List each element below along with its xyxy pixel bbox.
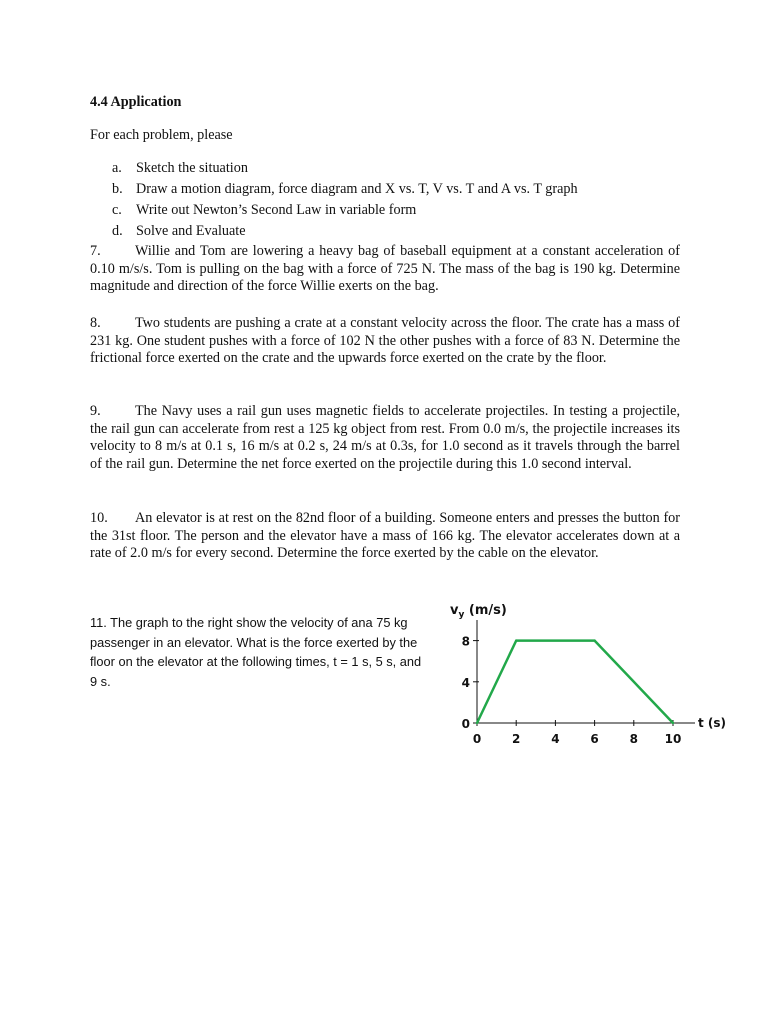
step-list [112,160,578,244]
problem-text: The Navy uses a rail gun uses magnetic fields to accelerate projectiles. In testing a projectile, the rail gun can accelerate from rest a 125 kg object from rest. From 0.0 m/s, the projectile increases its velocity to 8 m/s at 0.1 s, 16 m/s at 0.2 s, 24 m/s at 0.3s, for 1.0 second as it travels through the barrel of the rail gun. Determine the net force exerted on the projectile during this 1.0 second interval. [90,403,680,472]
problem-9 [90,403,680,473]
problem-7 [90,243,680,296]
y-tick-label: 4 [461,675,470,690]
x-tick-label: 4 [551,732,560,746]
data-point [515,639,517,641]
data-point [593,639,595,641]
intro-text: For each problem, please [90,127,233,143]
problem-10 [90,510,680,563]
x-tick-label: 2 [512,732,521,746]
problem-text: Two students are pushing a crate at a constant velocity across the floor. The crate has a mass of 231 kg. One student pushes with a force of 102 N the other pushes with a force of 83 N. Determine the frictional force exerted on the crate and the upwards force exerted on the crate by the floor. [90,315,680,367]
problem-11: 11. The graph to the right show the velocity of ana 75 kg passenger in an elevator. What is the force exerted by the floor on the elevator at the following times, t = 1 s, 5 s, and 9 s. [90,615,422,689]
problem-8 [90,315,680,368]
problem-number: 7. [90,243,101,259]
section-title: 4.4 Application [90,94,182,110]
step-text: Solve and Evaluate [136,223,246,239]
step-text: Sketch the situation [136,160,248,176]
y-axis-label: $v_y$ (m/s) [450,603,507,620]
problem-number: 10. [90,510,108,526]
step-item [112,181,578,202]
x-tick-label: 6 [590,732,599,746]
step-letter: d. [112,223,123,239]
problem-number: 9. [90,403,101,419]
x-tick-label: 0 [472,732,482,746]
step-letter: c. [112,202,122,218]
x-tick-label: 10 [664,732,682,746]
data-point [672,722,674,724]
problem-text: Willie and Tom are lowering a heavy bag of baseball equipment at a constant acceleration of 0.10 m/s/s. Tom is pulling on the bag with a force of 725 N. The mass of the bag is 190 kg. Determine magnitude and direction of the force Willie exerts on the bag. [90,243,680,295]
y-tick-label: 8 [461,634,470,649]
step-item [112,223,578,244]
y-tick-label: 0 [461,717,470,731]
problem-text: An elevator is at rest on the 82nd floor of a building. Someone enters and presses the button for the 31st floor. The person and the elevator have a mass of 166 kg. The elevator accelerates down at a rate of 2.0 m/s for every second. Determine the force exerted by the cable on the elevator. [90,510,680,562]
step-letter: b. [112,181,123,197]
step-text: Draw a motion diagram, force diagram and X vs. T, V vs. T and A vs. T graph [136,181,578,197]
step-letter: a. [112,160,122,176]
x-tick-label: 8 [629,732,638,746]
data-point [476,722,478,724]
velocity-series-line [477,641,673,723]
step-text: Write out Newton’s Second Law in variable form [136,202,417,218]
step-item [112,202,578,223]
velocity-time-graph [440,596,740,761]
x-axis-label: t (s) [698,716,727,730]
step-item [112,160,578,181]
problem-number: 8. [90,315,101,331]
